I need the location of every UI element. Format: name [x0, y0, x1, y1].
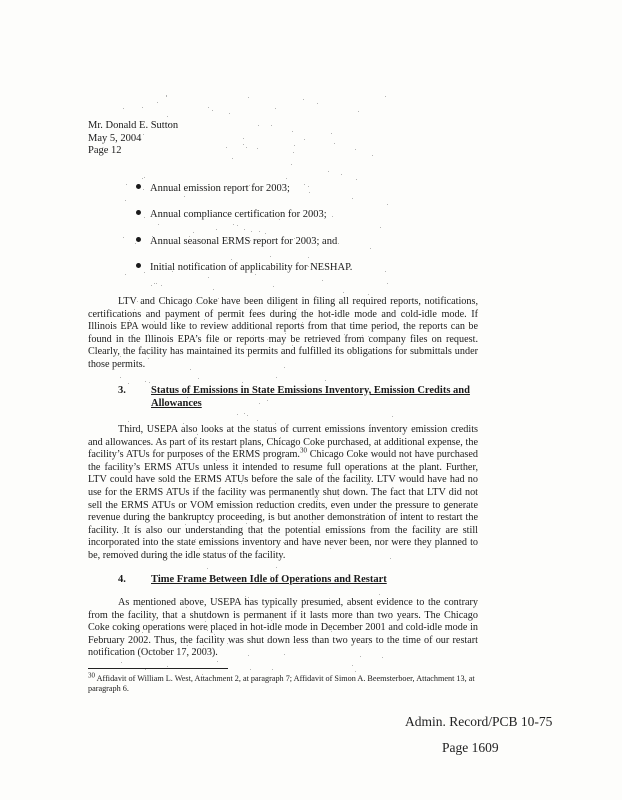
section-number: 3. — [118, 385, 126, 396]
scan-speck — [325, 380, 326, 381]
scan-speck — [216, 229, 217, 230]
scan-speck — [334, 143, 335, 144]
footnote: $^{30}$ Affidavit of William L. West, Attachment 2, at paragraph 7; Affidavit of Simon A. Beemsterboer, Attachment 13, at paragraph 6. — [88, 671, 475, 693]
scan-speck — [157, 102, 158, 103]
list-item: Annual seasonal ERMS report for 2003; and — [136, 236, 337, 247]
scan-speck — [161, 285, 162, 286]
scan-speck — [309, 192, 310, 193]
paragraph-time-frame: As mentioned above, USEPA has typically presumed, absent evidence to the contrary from the facility, that a shutdown is permanent if it lasts more than two years. The Chicago Coke coking operations were placed in hot-idle mode in December 2001 and cold-idle mode in February 2002. Thus, the facility was shut down less than two years to the time of our restart notification (October 17, 2003). — [88, 597, 478, 659]
list-item: Initial notification of applicability for NESHAP. — [136, 262, 352, 273]
scan-speck — [370, 248, 371, 249]
scan-speck — [291, 164, 292, 165]
scan-speck — [142, 178, 143, 179]
scan-speck — [257, 148, 258, 149]
list-item: Annual compliance certification for 2003; — [136, 209, 327, 220]
scan-speck — [208, 107, 209, 108]
scan-speck — [212, 110, 213, 111]
scan-speck — [368, 294, 369, 295]
scan-speck — [286, 178, 287, 179]
scan-speck — [232, 158, 233, 159]
scan-speck — [275, 108, 276, 109]
scan-speck — [213, 289, 214, 290]
scan-speck — [380, 227, 381, 228]
scan-speck — [158, 224, 159, 225]
scan-speck — [166, 96, 167, 97]
scan-speck — [341, 174, 342, 175]
scan-speck — [145, 381, 146, 382]
section-title: Status of Emissions in State Emissions Inventory, Emission Credits and Allowances — [151, 385, 470, 409]
scan-speck — [352, 665, 353, 666]
scan-speck — [385, 271, 386, 272]
scan-speck — [198, 378, 199, 379]
footnote-divider — [88, 668, 228, 669]
scan-speck — [308, 186, 309, 187]
scan-speck — [121, 662, 122, 663]
section-number: 4. — [118, 574, 126, 585]
scan-speck — [207, 568, 208, 569]
scan-speck — [125, 274, 126, 275]
scan-speck — [392, 416, 393, 417]
scan-speck — [154, 283, 155, 284]
scan-speck — [145, 669, 146, 670]
scan-speck — [233, 224, 234, 225]
scan-speck — [385, 96, 386, 97]
scan-speck — [248, 97, 249, 98]
scan-speck — [184, 196, 185, 197]
scan-speck — [243, 138, 244, 139]
scan-speck — [304, 184, 305, 185]
scan-speck — [272, 669, 273, 670]
paragraph-emissions: Third, USEPA also looks at the status of current emissions inventory emission credits and allowances. As part of its restart plans, Chicago Coke purchased, at additional expense, the facility’s ATUs for purposes of the ERMS program.$^{30}$ Chicago Coke would not have purchased the facility’s ERMS ATUs unless it intended to resume full operations at the plant. Further, LTV could have sold the ERMS ATUs before the sale of the facility. LTV would have had no use for the ERMS ATUs if the facility was permanently shut down. The fact that LTV did not sell the ERMS ATUs or VOM emission reduction credits, even under the pressure to generate revenue during the bankruptcy proceeding, is but another demonstration of intent to restart the facility. It is also our understanding that the potential emissions from the facility are still incorporated into the state emissions inventory and have never been, nor were they planned to be, removed during the idle status of the facility. — [88, 424, 478, 561]
scan-speck — [356, 179, 357, 180]
scan-speck — [193, 232, 194, 233]
scan-speck — [208, 277, 209, 278]
scan-speck — [142, 107, 143, 108]
list-item: Annual emission report for 2003; — [136, 183, 290, 194]
scan-speck — [355, 149, 356, 150]
scan-speck — [244, 413, 245, 414]
footnote-reference: 30 — [299, 446, 307, 455]
scan-speck — [151, 285, 152, 286]
scan-speck — [358, 111, 359, 112]
scan-speck — [217, 661, 218, 662]
scan-speck — [123, 237, 124, 238]
scan-speck — [265, 233, 266, 234]
scan-speck — [258, 125, 259, 126]
scan-speck — [355, 671, 356, 672]
scan-speck — [372, 155, 373, 156]
bullet-icon — [136, 184, 141, 189]
letter-date: May 5, 2004 — [88, 132, 142, 144]
paragraph-reports: LTV and Chicago Coke have been diligent in filing all required reports, notifications, certifications and payment of permit fees during the hot-idle mode and cold-idle mode. If Illinois EPA would like to review additional reports from that time period, the reports can be found in the Illinois EPA’s file or reports may be retrieved from company files on request. Clearly, the facility has maintained its permits and fulfilled its obligations for submittals under those permits. — [88, 296, 478, 370]
scan-speck — [244, 229, 245, 230]
scan-speck — [352, 198, 353, 199]
scan-speck — [332, 216, 333, 217]
scan-speck — [343, 292, 344, 293]
scan-speck — [226, 147, 227, 148]
scan-speck — [250, 669, 251, 670]
scan-speck — [246, 147, 247, 148]
scan-speck — [308, 257, 309, 258]
record-page-stamp: Page 1609 — [442, 740, 499, 755]
scan-speck — [144, 177, 145, 178]
scan-speck — [128, 383, 129, 384]
scan-speck — [231, 259, 232, 260]
scan-speck — [125, 200, 126, 201]
scan-speck — [303, 99, 304, 100]
scan-speck — [229, 113, 230, 114]
bullet-icon — [136, 263, 141, 268]
scan-speck — [387, 283, 388, 284]
scan-speck — [149, 382, 150, 383]
scan-speck — [328, 171, 329, 172]
scan-speck — [294, 145, 295, 146]
scan-speck — [271, 125, 272, 126]
scan-speck — [128, 421, 129, 422]
scan-speck — [387, 204, 388, 205]
scan-speck — [167, 116, 168, 117]
letter-header — [88, 120, 178, 158]
scan-speck — [167, 666, 168, 667]
scan-speck — [259, 231, 260, 232]
scan-speck — [322, 280, 323, 281]
scan-speck — [273, 286, 274, 287]
scan-speck — [123, 108, 124, 109]
scan-speck — [276, 567, 277, 568]
scan-speck — [243, 144, 244, 145]
scan-speck — [237, 414, 238, 415]
scan-speck — [120, 377, 121, 378]
scan-speck — [251, 231, 252, 232]
bullet-icon — [136, 210, 141, 215]
recipient-name: Mr. Donald E. Sutton — [88, 120, 179, 131]
scan-speck — [276, 377, 277, 378]
scan-speck — [338, 243, 339, 244]
page-number: Page 12 — [88, 145, 122, 156]
scan-speck — [255, 274, 256, 275]
scan-speck — [237, 225, 238, 226]
bullet-icon — [136, 237, 141, 242]
scan-speck — [242, 382, 243, 383]
section-title: Time Frame Between Idle of Operations and Restart — [151, 574, 387, 585]
admin-record-stamp: Admin. Record/PCB 10-75 — [405, 714, 553, 729]
scan-speck — [379, 594, 380, 595]
scan-speck — [304, 139, 305, 140]
scan-speck — [126, 184, 127, 185]
scan-speck — [293, 152, 294, 153]
scan-speck — [257, 420, 258, 421]
scan-speck — [331, 133, 332, 134]
scan-speck — [292, 131, 293, 132]
scan-speck — [317, 103, 318, 104]
scan-speck — [156, 283, 157, 284]
scan-speck — [270, 256, 271, 257]
scan-speck — [247, 415, 248, 416]
